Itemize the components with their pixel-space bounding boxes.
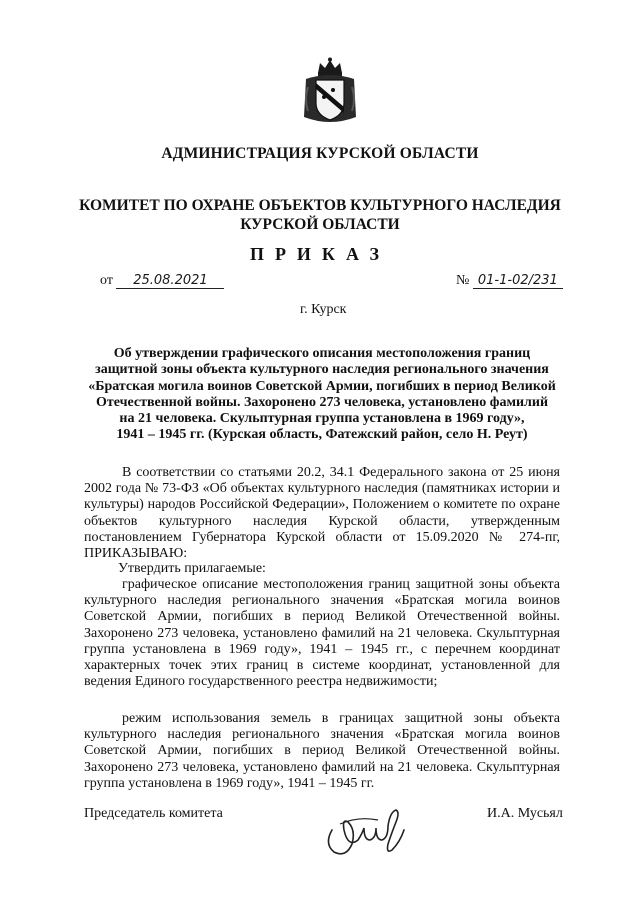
city: г. Курск (300, 302, 347, 317)
date-prefix: от (100, 273, 113, 288)
order-date (100, 273, 224, 289)
subject-line: на 21 человека. Скульптурная группа установлена в 1969 году», (119, 411, 525, 427)
committee-heading-line2: КУРСКОЙ ОБЛАСТИ (240, 216, 400, 233)
order-number (456, 273, 563, 289)
order-subject (84, 346, 560, 444)
approved-item-2: режим использования земель в границах защитной зоны объекта культурного наследия регионального значения «Братская могила воинов Советской Армии, погибших в период Великой Отечественной войны. Захоронено 273 человека, установлено фамилий на 21 человека. Скульптурная группа установлена в 1969 году», 1941 – 1945 гг. (84, 711, 560, 791)
preamble-paragraph: В соответствии со статьями 20.2, 34.1 Федерального закона от 25 июня 2002 года № 73-ФЗ «Об объектах культурного наследия (памятниках истории и культуры) народов Российской Федерации», Положением о комитете по охране объектов культурного наследия Курской области, утвержденным постановлением Губернатора Курской области от 15.09.2020 № 274-пг, ПРИКАЗЫВАЮ: (84, 465, 560, 562)
subject-line: «Братская могила воинов Советской Армии, погибших в период Великой (88, 378, 556, 394)
signatory-name: И.А. Мусьял (487, 806, 563, 821)
committee-heading-line1: КОМИТЕТ ПО ОХРАНЕ ОБЪЕКТОВ КУЛЬТУРНОГО НАСЛЕДИЯ (79, 197, 561, 214)
approve-line: Утвердить прилагаемые: (118, 561, 266, 576)
subject-line: Об утверждении графического описания местоположения границ (113, 346, 531, 361)
document-type-heading: ПРИКАЗ (249, 244, 391, 264)
handwritten-signature (318, 800, 418, 862)
subject-line: защитной зоны объекта культурного наследия регионального значения (95, 362, 549, 378)
date-value: 25.08.2021 (116, 273, 224, 289)
signatory-position: Председатель комитета (84, 806, 223, 821)
subject-line: 1941 – 1945 гг. (Курская область, Фатежский район, село Н. Реут) (116, 427, 528, 443)
number-value: 01-1-02/231 (473, 273, 563, 289)
number-prefix: № (456, 273, 470, 288)
administration-heading: АДМИНИСТРАЦИЯ КУРСКОЙ ОБЛАСТИ (161, 145, 479, 162)
committee-heading (0, 196, 640, 234)
approved-item-1: графическое описание местоположения границ защитной зоны объекта культурного наследия регионального значения «Братская могила воинов Советской Армии, погибших в период Великой Отечественной войны. Захоронено 273 человека, установлено фамилий на 21 человека. Скульптурная группа установлена в 1969 году», 1941 – 1945 гг., с перечнем координат характерных точек этих границ в системе координат, установленной для ведения Единого государственного реестра недвижимости; (84, 577, 560, 690)
subject-line: Отечественной войны. Захоронено 273 человека, установлено фамилий (95, 394, 549, 410)
coat-of-arms-emblem (300, 57, 360, 127)
